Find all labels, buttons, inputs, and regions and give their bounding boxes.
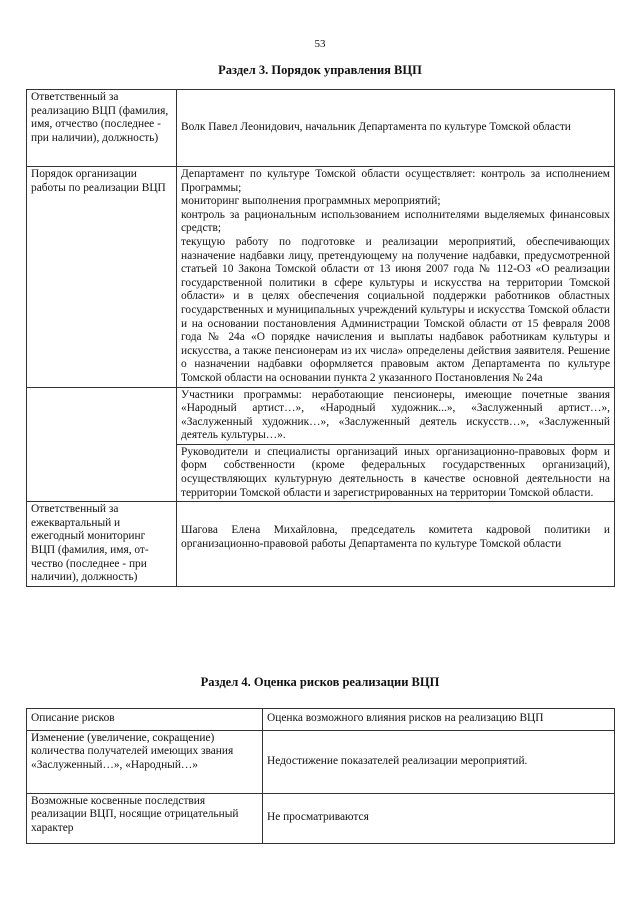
- risk-impact: Не просматриваются: [263, 793, 615, 843]
- header-risk-description: Описание рисков: [27, 709, 263, 731]
- empty-cell: [27, 444, 177, 501]
- risk-description: Возможные косвенные последствия реализации ВЦП, носящие отрицательный характер: [27, 793, 263, 843]
- managers-specialists: Руководители и специалисты организаций иных организационно-правовых форм и форм собственности (кроме федеральных государственных организаций), осуществляющих культурную деятельность в качестве основной деятельности на территории Томской области и зарегистрированных на территории Томской области.: [177, 444, 615, 501]
- risk-description: Изменение (увеличение, сокращение) количества получателей имеющих звания «Заслуженный…», «Народный…»: [27, 730, 263, 793]
- section-4-title: Раздел 4. Оценка рисков реализации ВЦП: [200, 675, 440, 689]
- section-3-title: Раздел 3. Порядок управления ВЦП: [218, 63, 422, 77]
- work-organization-label: Порядок организации работы по реализации ВЦП: [27, 167, 177, 388]
- page-number: 53: [314, 38, 326, 50]
- risk-table: [26, 708, 615, 844]
- responsible-value: Волк Павел Леонидович, начальник Департамента по культуре Томской области: [177, 90, 615, 167]
- header-risk-impact: Оценка возможного влияния рисков на реализацию ВЦП: [263, 709, 615, 731]
- monitoring-label: Ответственный за ежеквартальный и ежегодный мониторинг ВЦП (фамилия, имя, от-чество (последнее - при наличии), должность): [27, 502, 177, 587]
- work-organization-value: Департамент по культуре Томской области осуществляет: контроль за исполнением Программы; мониторинг выполнения программных мероприятий; контроль за рациональным использованием исполнителями выделяемых финансовых средств; текущую работу по подготовке и реализации мероприятий, обеспечивающих назначение надбавки лицу, претендующему на получение надбавки, предусмотренной статьей 10 Закона Томской области от 13 июня 2007 года № 112-ОЗ «О реализации государственной политики в сфере культуры и искусства на территории Томской области» и в целях обеспечения социальной поддержки работников областных государственных и муниципальных учреждений культуры и искусства Томской области и на основании постановления Администрации Томской области от 15 февраля 2008 года № 24а «О порядке начисления и выплаты надбавок работникам культуры и искусства, а также пенсионерам из их числа» определены действия заявителя. Решение о назначении надбавки оформляется правовым актом Департамента по культуре Томской области на основании пункта 2 указанного Постановления № 24а: [177, 167, 615, 388]
- table-row: [27, 387, 615, 444]
- program-participants: Участники программы: неработающие пенсионеры, имеющие почетные звания «Народный артист…», «Народный художник...», «Заслуженный артист…», «Заслуженный художник…», «Заслуженный деятель искусств…», «Заслуженный деятель культуры…».: [177, 387, 615, 444]
- table-row: [27, 90, 615, 167]
- responsible-label: Ответственный за реализацию ВЦП (фамилия, имя, отчество (последнее - при наличии), должность): [27, 90, 177, 167]
- empty-cell: [27, 387, 177, 444]
- table-row: [27, 793, 615, 843]
- risk-impact: Недостижение показателей реализации мероприятий.: [263, 730, 615, 793]
- table-row: [27, 502, 615, 587]
- monitoring-value: Шагова Елена Михайловна, председатель комитета кадровой политики и организационно-правовой работы Департамента по культуре Томской области: [177, 502, 615, 587]
- table-row: [27, 167, 615, 388]
- table-row: [27, 730, 615, 793]
- table-row: [27, 444, 615, 501]
- management-table: [26, 89, 615, 587]
- table-header-row: [27, 709, 615, 731]
